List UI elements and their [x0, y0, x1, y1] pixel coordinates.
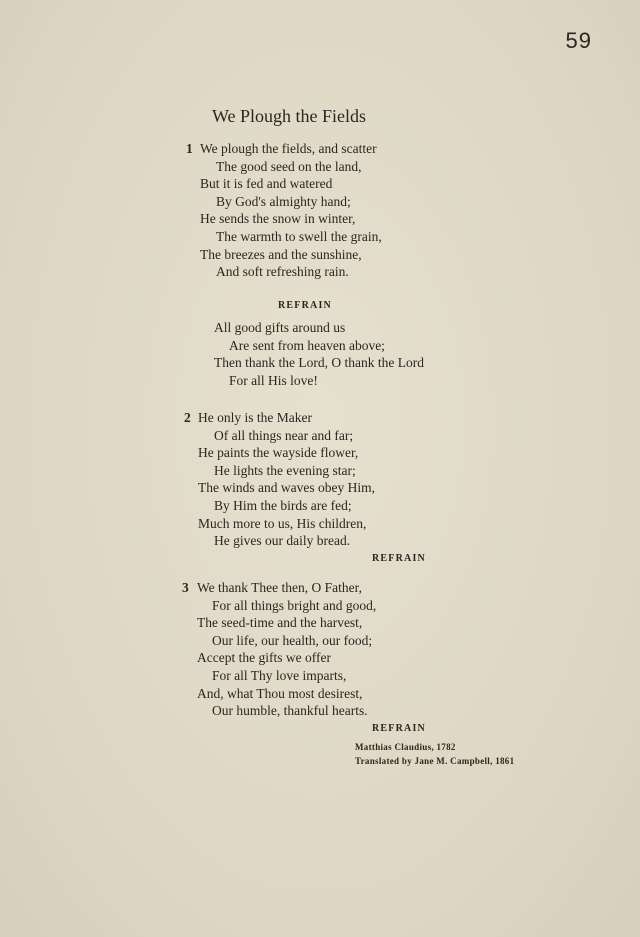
- verse-line: And soft refreshing rain.: [216, 264, 349, 280]
- author-credit: Matthias Claudius, 1782: [355, 742, 456, 752]
- verse-line: He gives our daily bread.: [214, 533, 351, 549]
- verse-line: By Him the birds are fed;: [214, 498, 352, 513]
- verse-line: We thank Thee then, O Father,: [197, 580, 362, 595]
- refrain-marker: REFRAIN: [372, 553, 426, 564]
- verse-number-3: 3: [182, 580, 189, 595]
- verse-line: He paints the wayside flower,: [198, 445, 359, 461]
- verse-line: And, what Thou most desirest,: [197, 685, 363, 701]
- verse-number-2: 2: [184, 410, 191, 425]
- verse-line: Much more to us, His children,: [198, 515, 367, 531]
- verse-line: The breezes and the sunshine,: [200, 246, 362, 262]
- refrain-line: All good gifts around us: [214, 320, 346, 335]
- verse-line: Our humble, thankful hearts.: [212, 703, 368, 719]
- verse-line: Our life, our health, our food;: [212, 632, 373, 648]
- verse-line: For all Thy love imparts,: [212, 668, 347, 683]
- translator-credit: Translated by Jane M. Campbell, 1861: [355, 756, 515, 766]
- verse-line: By God's almighty hand;: [216, 193, 351, 209]
- verse-line: Accept the gifts we offer: [197, 650, 331, 666]
- verse-number-1: 1: [186, 141, 193, 156]
- refrain-line: Are sent from heaven above;: [229, 337, 385, 353]
- verse-line: He sends the snow in winter,: [200, 211, 356, 227]
- page-number: 59: [565, 28, 592, 53]
- refrain-heading: REFRAIN: [278, 300, 332, 311]
- verse-line: He only is the Maker: [198, 410, 312, 425]
- refrain-line: Then thank the Lord, O thank the Lord: [214, 355, 424, 371]
- verse-line: We plough the fields, and scatter: [200, 141, 377, 156]
- verse-line: The seed-time and the harvest,: [197, 615, 363, 631]
- verse-line: For all things bright and good,: [212, 597, 377, 613]
- refrain-line: For all His love!: [229, 372, 318, 388]
- verse-line: The good seed on the land,: [216, 158, 362, 174]
- hymn-title: We Plough the Fields: [212, 106, 367, 126]
- refrain-marker: REFRAIN: [372, 723, 426, 734]
- verse-line: Of all things near and far;: [214, 427, 354, 443]
- verse-line: But it is fed and watered: [200, 176, 333, 192]
- verse-line: The warmth to swell the grain,: [216, 229, 382, 244]
- verse-line: He lights the evening star;: [214, 462, 356, 478]
- verse-line: The winds and waves obey Him,: [198, 480, 375, 496]
